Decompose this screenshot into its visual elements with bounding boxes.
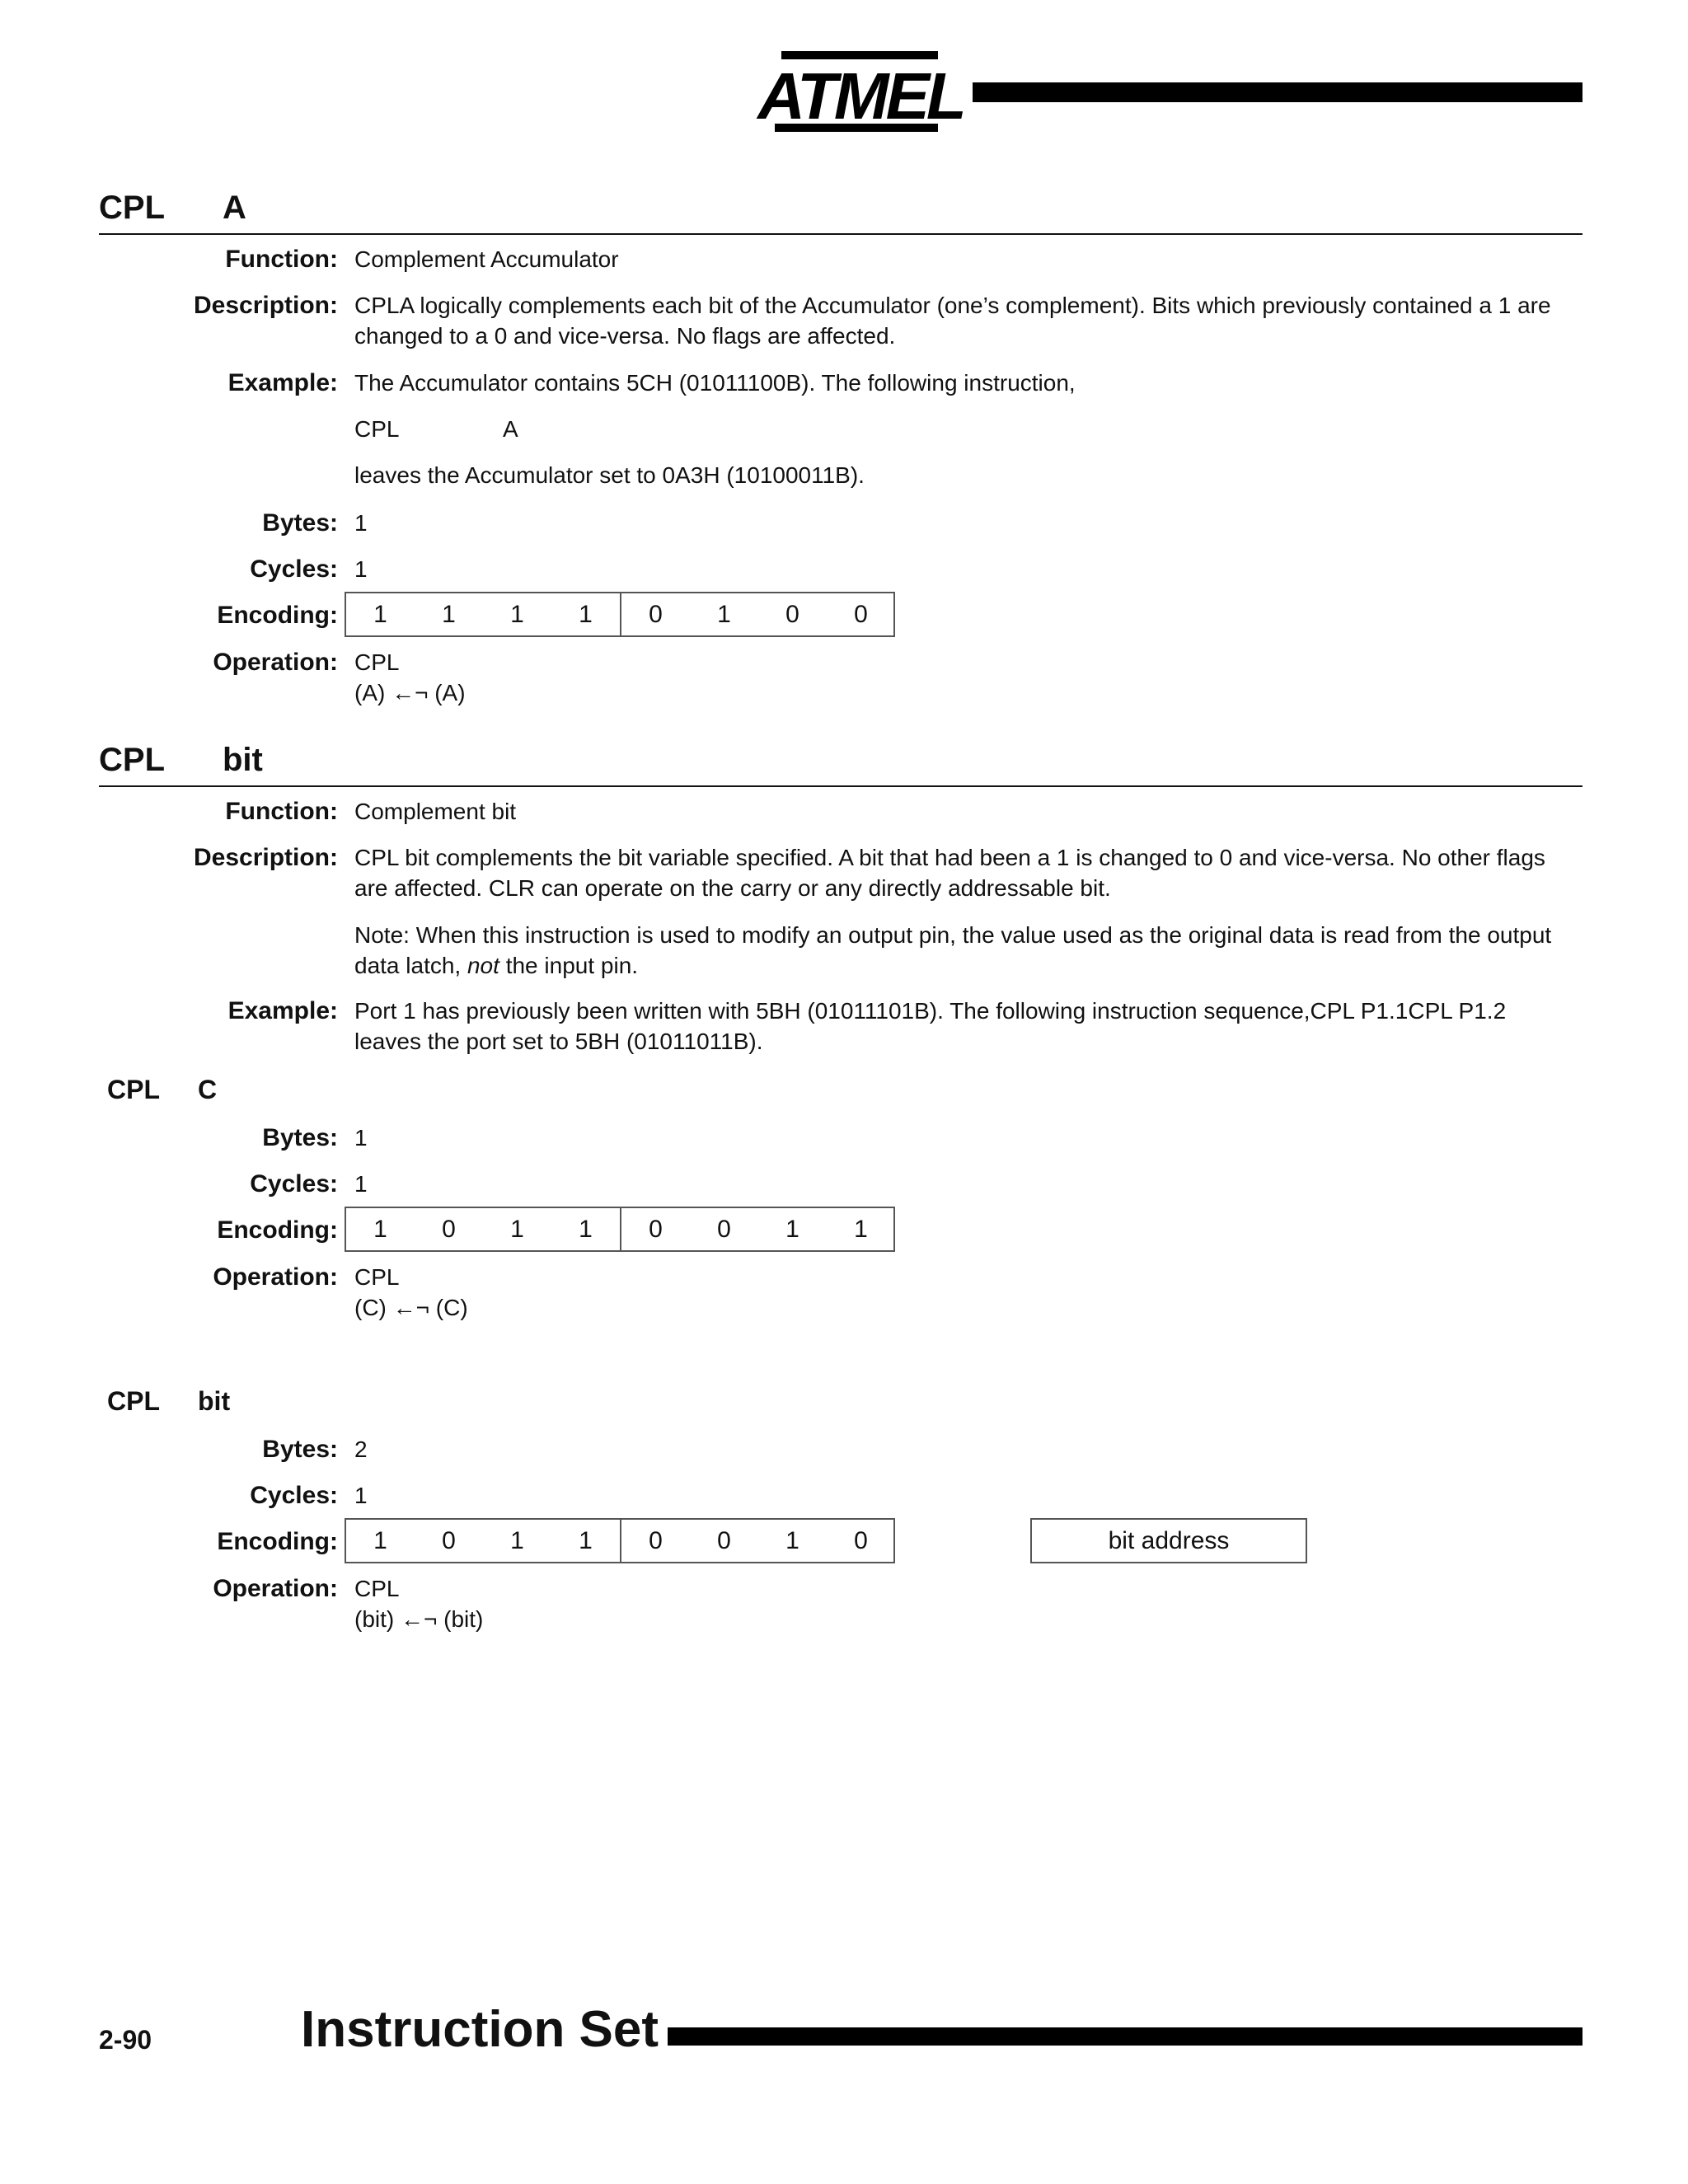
- bytes-label: Bytes:: [262, 1124, 338, 1151]
- encoding-high-nibble: [346, 1208, 620, 1250]
- example-result-text: leaves the Accumulator set to 0A3H (10100011B).: [354, 462, 865, 488]
- footer-bar: [668, 2027, 1582, 2046]
- subheading-operand: bit: [198, 1386, 231, 1416]
- note-text: [354, 920, 1574, 981]
- description-text: CPL bit complements the bit variable specified. A bit that had been a 1 is changed to 0 and vice-versa. No other flags are affected. CLR can operate on the carry or any directly addressable bit.: [354, 845, 1545, 901]
- bytes-value: 2: [354, 1436, 368, 1462]
- function-text: Complement Accumulator: [354, 246, 619, 272]
- cycles-label: Cycles:: [250, 555, 338, 583]
- cycles-label: Cycles:: [250, 1482, 338, 1509]
- encoding-bit: 1: [373, 1527, 387, 1554]
- operation-label: Operation:: [213, 1263, 338, 1291]
- operation-label: Operation:: [213, 649, 338, 676]
- encoding-bit: 1: [442, 601, 456, 628]
- encoding-bit: 0: [717, 1527, 731, 1554]
- section-heading-cpl-bit: [99, 740, 263, 780]
- encoding-bit: 0: [442, 1216, 456, 1243]
- description-label: Description:: [193, 844, 338, 871]
- operation-line-1: CPL: [354, 1576, 400, 1601]
- encoding-bit: 1: [373, 601, 387, 628]
- encoding-bit: 1: [785, 1216, 799, 1243]
- subheading-operand: C: [198, 1075, 218, 1104]
- subheading-mnemonic: CPL: [107, 1386, 160, 1416]
- example-label: Example:: [227, 997, 338, 1024]
- encoding-high-nibble: [346, 1520, 620, 1562]
- operation-line-1: CPL: [354, 1264, 400, 1290]
- page-number: 2-90: [99, 2025, 152, 2055]
- section-heading-cpl-a: [99, 188, 246, 227]
- operation-line-2: (bit) ←¬ (bit): [354, 1606, 484, 1632]
- cycles-value: 1: [354, 1171, 368, 1197]
- atmel-logo: [757, 51, 964, 134]
- operation-line-2: (A) ←¬ (A): [354, 680, 466, 705]
- encoding-label: Encoding:: [217, 1216, 338, 1244]
- function-text: Complement bit: [354, 799, 517, 824]
- encoding-box: [345, 592, 895, 637]
- heading-mnemonic: CPL: [99, 190, 165, 226]
- encoding-bit: 1: [373, 1216, 387, 1243]
- subheading-cpl-c: [107, 1073, 218, 1106]
- encoding-bit: 0: [854, 1527, 868, 1554]
- bit-address-label: bit address: [1108, 1527, 1230, 1554]
- encoding-low-nibble: [620, 1208, 895, 1250]
- note-text-end: the input pin.: [499, 953, 639, 978]
- heading-operand: bit: [223, 742, 263, 778]
- example-text: The Accumulator contains 5CH (01011100B). The following instruction,: [354, 370, 1076, 396]
- encoding-bit: 0: [442, 1527, 456, 1554]
- encoding-bit: 1: [579, 601, 593, 628]
- encoding-bit: 0: [649, 1527, 663, 1554]
- encoding-bit: 1: [854, 1216, 868, 1243]
- encoding-bit: 1: [785, 1527, 799, 1554]
- atmel-logo-graphic: [757, 51, 964, 134]
- description-text: CPLA logically complements each bit of the Accumulator (one’s complement). Bits which previously contained a 1 are changed to a 0 and vice-versa. No flags are affected.: [354, 293, 1551, 349]
- operation-label: Operation:: [213, 1575, 338, 1602]
- cycles-value: 1: [354, 556, 368, 582]
- bytes-label: Bytes:: [262, 509, 338, 537]
- bytes-label: Bytes:: [262, 1436, 338, 1463]
- logo-text: ATMEL: [757, 59, 964, 133]
- cycles-value: 1: [354, 1483, 368, 1508]
- encoding-bit: 0: [649, 1216, 663, 1243]
- heading-operand: A: [223, 190, 246, 226]
- encoding-bit: 1: [579, 1527, 593, 1554]
- example-text: Port 1 has previously been written with 5BH (01011101B). The following instruction sequence,CPL P1.1CPL P1.2 leaves the port set to 5BH (01011011B).: [354, 998, 1507, 1054]
- encoding-bit: 1: [717, 601, 731, 628]
- encoding-low-nibble: [620, 593, 895, 635]
- example-code-mnemonic: CPL: [354, 416, 400, 442]
- encoding-box: [345, 1518, 895, 1563]
- note-emphasis: not: [467, 953, 499, 978]
- section-rule: [99, 233, 1582, 235]
- bytes-value: 1: [354, 510, 368, 536]
- encoding-bit: 0: [785, 601, 799, 628]
- section-rule: [99, 785, 1582, 787]
- encoding-high-nibble: [346, 593, 620, 635]
- encoding-label: Encoding:: [217, 1528, 338, 1555]
- operation-line-1: CPL: [354, 649, 400, 675]
- subheading-mnemonic: CPL: [107, 1075, 160, 1104]
- encoding-bit: 1: [510, 1216, 524, 1243]
- bit-address-box: [1030, 1518, 1307, 1563]
- encoding-low-nibble: [620, 1520, 895, 1562]
- operation-line-2: (C) ←¬ (C): [354, 1295, 468, 1320]
- example-label: Example:: [227, 369, 338, 396]
- bytes-value: 1: [354, 1125, 368, 1151]
- encoding-bit: 1: [579, 1216, 593, 1243]
- encoding-bit: 0: [854, 601, 868, 628]
- header-bar: [973, 82, 1582, 102]
- function-label: Function:: [225, 246, 338, 273]
- cycles-label: Cycles:: [250, 1170, 338, 1197]
- function-label: Function:: [225, 798, 338, 825]
- encoding-bit: 0: [649, 601, 663, 628]
- subheading-cpl-bit: [107, 1385, 231, 1418]
- footer-title: Instruction Set: [301, 2001, 659, 2058]
- example-code-operand: A: [503, 416, 518, 442]
- encoding-label: Encoding:: [217, 602, 338, 629]
- encoding-bit: 0: [717, 1216, 731, 1243]
- heading-mnemonic: CPL: [99, 742, 165, 778]
- note-text-start: Note: When this instruction is used to modify an output pin, the value used as the original data is read from the output data latch,: [354, 922, 1552, 978]
- encoding-bit: 1: [510, 1527, 524, 1554]
- encoding-bit: 1: [510, 601, 524, 628]
- description-label: Description:: [193, 292, 338, 319]
- encoding-box: [345, 1207, 895, 1252]
